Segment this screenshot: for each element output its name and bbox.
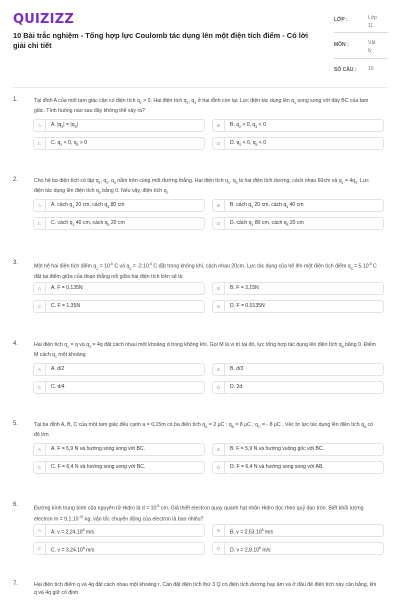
option-letter: D xyxy=(213,382,225,393)
option-letter: B xyxy=(213,525,225,536)
option-letter: D xyxy=(213,543,225,554)
answer-option-b[interactable] xyxy=(212,443,384,456)
option-letter: C xyxy=(34,218,46,229)
answer-option-d[interactable] xyxy=(212,137,384,150)
option-text: D. $v = 2,8.10^6$ m/s xyxy=(230,546,271,554)
question-item xyxy=(13,177,387,247)
question-number: 3. xyxy=(13,260,19,266)
option-letter: A xyxy=(34,364,46,375)
option-letter: C xyxy=(34,138,46,149)
option-letter: C xyxy=(34,382,46,393)
worksheet-header xyxy=(0,0,400,82)
option-letter: B xyxy=(213,283,225,294)
option-letter: A xyxy=(34,200,46,211)
question-text: Hai điện tích điểm q và 4q đặt cách nhau một khoảng r. Cần đặt điện tích thứ 3 Q có điện tích dương hay âm và ở đâu để điện tích này cân bằng, khi q và 4q giữ cố định xyxy=(34,582,377,597)
option-letter: D xyxy=(213,218,225,229)
subject-value-line1: Vật xyxy=(368,40,376,46)
option-text: D. F = 6,4 N và hướng song song với AB. xyxy=(230,464,324,470)
answer-option-b[interactable] xyxy=(212,199,384,212)
question-text: Một hệ hai điện tích điểm $q_1 = 10^{-6}$ C và $q_2 = -2.10^{-6}$ C đặt trong không khí, cách nhau 20cm. Lực tác dụng của hệ lên một điện tích điểm $q_0 = 5.10^{-8}$ C đặt tại điểm giữa của đoạn thẳng nối giữa hai điện tích trên sẽ là: xyxy=(34,262,377,280)
option-letter: B xyxy=(213,200,225,211)
question-item xyxy=(13,502,387,572)
worksheet-title: 10 Bài trắc nghiệm - Tổng hợp lực Coulomb tác dụng lên một điện tích điểm - Có lời giải chi tiết xyxy=(13,31,309,50)
class-value-line1: Lớp xyxy=(368,15,377,21)
answer-option-d[interactable] xyxy=(212,461,384,474)
option-text: C. $v = 3,24.10^6$ m/s xyxy=(51,546,95,554)
option-text: A. F = 5,9 N và hướng song song với BC. xyxy=(51,446,146,452)
quizizz-logo: QUIZIZZ xyxy=(13,12,74,27)
answer-option-b[interactable] xyxy=(212,119,384,132)
option-letter: C xyxy=(34,462,46,473)
option-letter: B xyxy=(213,120,225,131)
option-letter: A xyxy=(34,283,46,294)
option-text: C. F = 6,4 N và hướng song song với BC. xyxy=(51,464,146,470)
answer-option-a[interactable] xyxy=(33,199,205,212)
answer-option-c[interactable] xyxy=(33,542,205,555)
meta-divider xyxy=(334,58,388,59)
question-item xyxy=(13,260,387,330)
question-number: 6. xyxy=(13,502,19,508)
option-text: B. $v = 2,53.10^6$ m/s xyxy=(230,528,274,536)
option-text: D. F = 0,0135N xyxy=(230,303,265,309)
answer-option-c[interactable] xyxy=(33,137,205,150)
option-text: B. $q_2 > 0$, $q_3 < 0$ xyxy=(230,122,266,130)
question-text: Tại ba đỉnh A, B, C của một tam giác đều cạnh a = 0,15m có ba điện tích $q_A = 2$ μC ; $q_B = 8$ μC ; $q_C$ = - 8 μC . Véc tơ lực tác dụng lên điện tích $q_A$ có độ lớn xyxy=(34,422,374,439)
option-letter: B xyxy=(213,444,225,455)
question-number: 7. xyxy=(13,581,19,587)
option-text: C. $q_2 < 0$, $q_3 > 0$ xyxy=(51,140,88,148)
option-letter: D xyxy=(213,138,225,149)
option-text: D. 2d xyxy=(230,384,243,390)
question-count-label: SỐ CÂU : xyxy=(334,67,357,73)
option-text: B. F = 3,15N xyxy=(230,285,259,291)
answer-option-c[interactable] xyxy=(33,217,205,230)
option-letter: A xyxy=(34,525,46,536)
option-text: A. $v = 2,24.10^6$ m/s xyxy=(51,528,95,536)
option-text: B. d/3 xyxy=(230,366,244,372)
answer-option-c[interactable] xyxy=(33,461,205,474)
question-number: 5. xyxy=(13,421,19,427)
option-letter: C xyxy=(34,301,46,312)
option-text: B. F = 5,9 N và hướng vuông góc với BC. xyxy=(230,446,325,452)
option-text: D. $q_2 < 0$, $q_3 < 0$ xyxy=(230,140,267,148)
option-text: C. F = 1,35N xyxy=(51,303,81,309)
option-text: C. d/4 xyxy=(51,384,65,390)
option-text: B. cách $q_1$ 20 cm, cách $q_3$ 40 cm xyxy=(230,202,304,210)
answer-option-c[interactable] xyxy=(33,300,205,313)
question-count-value: 10 xyxy=(368,66,374,72)
answer-option-b[interactable] xyxy=(212,524,384,537)
option-text: A. d/2 xyxy=(51,366,65,372)
question-text: Hai điện tích $q_1 = q$ và $q_2 = 4q$ đặt cách nhau một khoảng d trong không khí. Gọi M là vị trí tại đó, lực tổng hợp tác dụng lên điện tích $q_0$ bằng 0. Điểm M cách $q_1$ một khoảng xyxy=(34,342,376,360)
answer-option-a[interactable] xyxy=(33,363,205,376)
subject-value xyxy=(368,40,376,55)
question-item xyxy=(13,341,387,411)
answer-option-d[interactable] xyxy=(212,217,384,230)
option-text: A. $|q_2| = |q_3|$ xyxy=(51,122,78,130)
class-value xyxy=(368,15,377,30)
question-item xyxy=(13,97,387,167)
header-divider xyxy=(13,87,387,88)
question-number: 2. xyxy=(13,177,19,183)
subject-value-line2: lý xyxy=(368,47,372,54)
answer-option-a[interactable] xyxy=(33,443,205,456)
answer-option-c[interactable] xyxy=(33,381,205,394)
question-item xyxy=(13,421,387,491)
answer-option-a[interactable] xyxy=(33,524,205,537)
question-number: 4. xyxy=(13,341,19,347)
class-label: LỚP : xyxy=(334,17,348,23)
answer-option-b[interactable] xyxy=(212,282,384,295)
class-value-line2: 11 xyxy=(368,22,374,29)
question-item xyxy=(13,581,387,600)
question-number: 1. xyxy=(13,97,19,103)
option-letter: D xyxy=(213,301,225,312)
option-letter: A xyxy=(34,120,46,131)
option-letter: B xyxy=(213,364,225,375)
option-text: A. cách $q_1$ 20 cm, cách $q_3$ 80 cm xyxy=(51,202,125,210)
subject-label: MÔN : xyxy=(334,42,349,48)
meta-divider xyxy=(334,32,388,33)
answer-option-d[interactable] xyxy=(212,542,384,555)
option-letter: D xyxy=(213,462,225,473)
option-text: C. cách $q_1$ 40 cm, cách $q_3$ 20 cm xyxy=(51,220,125,228)
answer-option-d[interactable] xyxy=(212,381,384,394)
question-text: Đường kính trung bình của nguyên tử Hidro là $d = 10^{-8}$ cm. Giả thiết electron quay quanh hạt nhân Hidro dọc theo quỹ đạo tròn. Biết khối lượng electron $m = 9,1.10^{-31}$ kg, vận tốc chuyển động của electron là bao nhiêu? xyxy=(34,504,364,523)
question-text: Tại đỉnh A của một tam giác cân có điện tích $q_1 > 0$. Hai điện tích $q_2$, $q_3$ ở hai đỉnh còn lại. Lực điện tác dụng lên $q_1$ song song với đáy BC của tam giác. Tình huống nào sau đây không thể xảy ra? xyxy=(34,98,369,115)
option-text: A. F = 0,135N xyxy=(51,285,83,291)
answer-option-a[interactable] xyxy=(33,119,205,132)
option-text: D. cách $q_1$ 80 cm, cách $q_3$ 20 cm xyxy=(230,220,304,228)
answer-option-a[interactable] xyxy=(33,282,205,295)
answer-option-b[interactable] xyxy=(212,363,384,376)
option-letter: A xyxy=(34,444,46,455)
option-letter: C xyxy=(34,543,46,554)
question-text: Cho hệ ba điện tích cô lập $q_1$, $q_2$, $q_3$ nằm trên cùng một đường thẳng. Hai điện tích $q_1$, $q_3$ là hai điện tích dương, cách nhau 60cm và $q_1 = 4q_3$. Lực điện tác dụng lên điện tích $q_2$ bằng 0. Nếu vậy, điện tích $q_2$ xyxy=(34,178,369,196)
answer-option-d[interactable] xyxy=(212,300,384,313)
